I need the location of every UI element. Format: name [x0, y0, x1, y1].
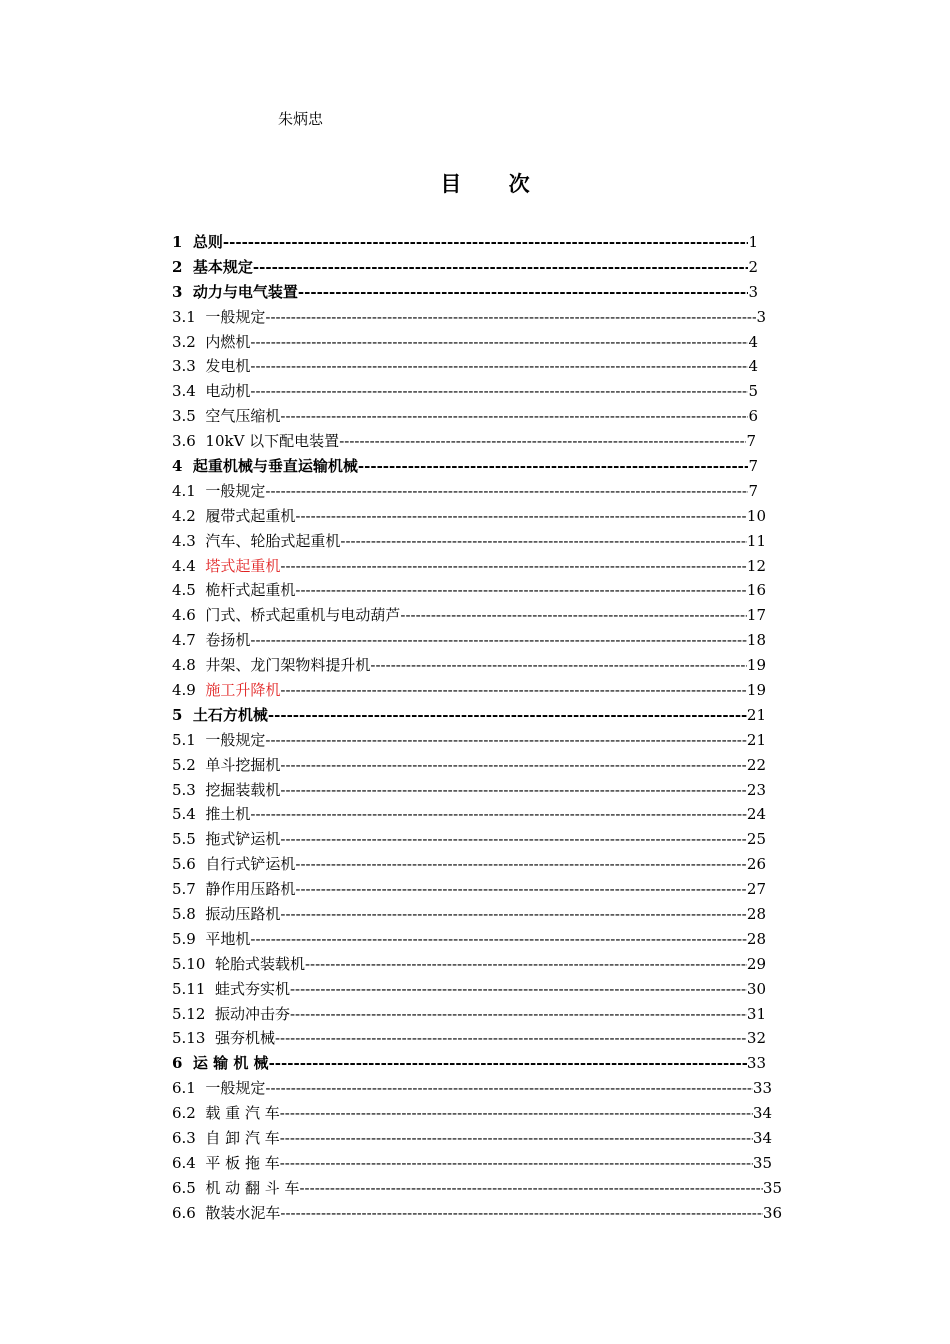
toc-entry-title	[172, 952, 305, 977]
toc-entry-title	[172, 1101, 280, 1126]
toc-leader	[280, 554, 746, 579]
toc-page-number: 21	[746, 705, 766, 724]
toc-entry-number: 5.8	[172, 905, 196, 924]
toc-entry-number: 3.3	[172, 357, 196, 376]
toc-entry-title	[172, 902, 280, 927]
toc-leader	[268, 703, 747, 728]
toc-entry-title	[172, 628, 250, 653]
toc-leader	[370, 653, 746, 678]
toc-page-number: 23	[746, 780, 766, 799]
toc-leader	[250, 354, 748, 379]
toc-leader	[280, 827, 746, 852]
toc-page-number: 16	[746, 581, 766, 600]
toc-entry[interactable]	[172, 305, 766, 330]
toc-entry[interactable]	[172, 529, 766, 554]
toc-entry-label: 履带式起重机	[205, 506, 296, 525]
toc-entry-title	[172, 1151, 280, 1176]
toc-entry-title	[172, 653, 370, 678]
toc-page-number: 1	[748, 232, 758, 251]
toc-page-number: 34	[752, 1104, 772, 1123]
toc-entry-number: 3.2	[172, 332, 196, 351]
toc-entry[interactable]	[172, 1051, 766, 1076]
toc-entry-label: 一般规定	[205, 481, 266, 500]
toc-entry-label: 动力与电气装置	[192, 282, 298, 301]
toc-page-number: 22	[746, 755, 766, 774]
toc-entry[interactable]	[172, 952, 766, 977]
toc-page-number: 7	[748, 457, 758, 475]
toc-leader	[280, 1126, 753, 1151]
toc-page-number: 19	[746, 681, 766, 700]
toc-page-number: 29	[746, 954, 766, 973]
toc-entry-label: 卷扬机	[205, 631, 251, 650]
toc-page-number: 2	[748, 257, 758, 276]
toc-entry-number: 4.5	[172, 581, 196, 600]
toc-entry-label: 运 输 机 械	[192, 1054, 269, 1073]
toc-entry-number: 4.9	[172, 681, 196, 700]
toc-entry-label: 强夯机械	[214, 1029, 275, 1048]
toc-entry-label: 平 板 拖 车	[205, 1153, 280, 1172]
toc-entry[interactable]	[172, 1151, 772, 1176]
toc-page-number: 24	[746, 805, 766, 824]
toc-page-number: 21	[746, 730, 766, 749]
toc-entry-title	[172, 529, 340, 554]
toc-page-number: 3	[748, 282, 758, 301]
toc-entry-label: 塔式起重机	[205, 556, 281, 575]
toc-entry-title	[172, 354, 250, 379]
toc-page-number: 5	[748, 382, 758, 401]
toc-entry[interactable]	[172, 330, 758, 355]
toc-leader	[290, 977, 747, 1002]
toc-leader	[295, 504, 746, 529]
toc-page-number: 26	[746, 855, 766, 874]
toc-entry[interactable]	[172, 628, 766, 653]
toc-entry-number: 4.1	[172, 481, 196, 500]
toc-entry[interactable]	[172, 852, 766, 877]
toc-entry-title	[172, 802, 250, 827]
toc-entry-title	[172, 280, 298, 305]
toc-entry-title	[172, 578, 295, 603]
toc-entry-label: 机 动 翻 斗 车	[205, 1178, 300, 1197]
table-of-contents	[172, 230, 792, 1226]
toc-leader	[299, 1176, 762, 1201]
toc-entry-number: 3.4	[172, 382, 196, 401]
toc-page-number: 35	[762, 1178, 782, 1197]
author-name: 朱炳忠	[278, 110, 324, 128]
toc-page-number: 10	[746, 506, 766, 525]
toc-entry-title	[172, 1076, 265, 1101]
toc-entry[interactable]	[172, 1002, 766, 1027]
toc-entry-label: 门式、桥式起重机与电动葫芦	[205, 606, 401, 625]
toc-entry-title	[172, 379, 250, 404]
toc-entry[interactable]	[172, 778, 766, 803]
toc-leader	[223, 230, 749, 255]
toc-entry-label: 振动冲击夯	[214, 1004, 290, 1023]
toc-entry-number: 5.6	[172, 855, 196, 874]
toc-entry-title	[172, 728, 265, 753]
toc-entry-number: 6.3	[172, 1129, 196, 1148]
toc-entry-number: 5.5	[172, 830, 196, 849]
toc-entry-number: 4.6	[172, 606, 196, 625]
toc-entry-label: 基本规定	[192, 257, 253, 276]
toc-entry-number: 5.7	[172, 880, 196, 899]
toc-page-number: 12	[746, 556, 766, 575]
toc-entry[interactable]	[172, 1027, 766, 1052]
toc-entry[interactable]	[172, 479, 758, 504]
toc-entry-label: 桅杆式起重机	[205, 581, 296, 600]
toc-entry-label: 静作用压路机	[205, 880, 296, 899]
toc-page-number: 33	[752, 1079, 772, 1098]
toc-entry-title	[172, 778, 280, 803]
toc-leader	[250, 379, 748, 404]
toc-entry-title	[172, 753, 280, 778]
toc-leader	[280, 1201, 762, 1226]
toc-entry-number: 4.4	[172, 556, 196, 575]
toc-entry-label: 平地机	[205, 929, 251, 948]
toc-entry-title	[172, 703, 268, 728]
toc-leader	[250, 927, 746, 952]
toc-leader	[290, 1002, 747, 1027]
toc-entry[interactable]	[172, 429, 756, 454]
toc-entry-number: 6.4	[172, 1153, 196, 1172]
toc-page-number: 7	[748, 481, 758, 500]
toc-page-number: 19	[746, 656, 766, 675]
toc-entry-number: 6.6	[172, 1203, 196, 1222]
toc-entry-title	[172, 429, 339, 454]
toc-leader	[250, 330, 748, 355]
toc-entry[interactable]	[172, 728, 766, 753]
toc-entry-number: 4.2	[172, 506, 196, 525]
toc-entry[interactable]	[172, 678, 766, 703]
toc-entry-label: 自 卸 汽 车	[205, 1129, 280, 1148]
toc-leader	[295, 877, 746, 902]
toc-entry-title	[172, 1002, 290, 1027]
toc-entry-title	[172, 454, 358, 479]
toc-entry-title	[172, 1201, 280, 1226]
toc-entry-title	[172, 678, 280, 703]
toc-entry-title	[172, 927, 250, 952]
toc-entry-number: 5.9	[172, 929, 196, 948]
toc-leader	[265, 305, 756, 330]
toc-page-number: 7	[746, 432, 756, 451]
toc-leader	[265, 728, 746, 753]
toc-entry-label: 单斗挖掘机	[205, 755, 281, 774]
toc-entry-number: 5.1	[172, 730, 196, 749]
toc-page-number: 4	[748, 332, 758, 351]
toc-entry-number: 3	[172, 282, 183, 301]
toc-entry-number: 4	[172, 457, 183, 475]
toc-entry-number: 4.7	[172, 631, 196, 650]
toc-entry-title	[172, 554, 280, 579]
toc-leader	[400, 603, 746, 628]
toc-page-number: 25	[746, 830, 766, 849]
toc-page-number: 28	[746, 905, 766, 924]
toc-entry-label: 一般规定	[205, 1079, 266, 1098]
toc-entry-title	[172, 1051, 269, 1076]
toc-entry-label: 推土机	[205, 805, 251, 824]
toc-entry-label: 井架、龙门架物料提升机	[205, 656, 371, 675]
toc-leader	[358, 454, 749, 479]
toc-entry-label: 蛙式夯实机	[214, 979, 290, 998]
toc-page-number: 11	[746, 531, 766, 550]
toc-entry[interactable]	[172, 603, 766, 628]
toc-entry-title	[172, 255, 253, 280]
toc-leader	[280, 778, 746, 803]
toc-leader	[280, 902, 746, 927]
toc-entry[interactable]	[172, 653, 766, 678]
toc-entry-label: 电动机	[205, 382, 251, 401]
toc-leader	[340, 529, 746, 554]
toc-entry-number: 6.2	[172, 1104, 196, 1123]
toc-leader	[253, 255, 749, 280]
toc-entry-label: 散装水泥车	[205, 1203, 281, 1222]
toc-leader	[339, 429, 746, 454]
toc-entry-number: 3.6	[172, 432, 196, 451]
toc-leader	[280, 753, 746, 778]
toc-entry-title	[172, 852, 295, 877]
toc-entry[interactable]	[172, 802, 766, 827]
toc-page-number: 31	[746, 1004, 766, 1023]
toc-page-number: 30	[746, 979, 766, 998]
toc-entry-number: 5.4	[172, 805, 196, 824]
toc-entry[interactable]	[172, 230, 758, 255]
toc-page-number: 34	[752, 1129, 772, 1148]
toc-leader	[269, 1051, 747, 1076]
toc-leader	[280, 1151, 753, 1176]
toc-entry[interactable]	[172, 877, 766, 902]
toc-entry-number: 6.5	[172, 1178, 196, 1197]
toc-entry-number: 5	[172, 705, 183, 724]
toc-entry[interactable]	[172, 1101, 772, 1126]
toc-entry[interactable]	[172, 902, 766, 927]
toc-entry-title	[172, 230, 223, 255]
toc-entry[interactable]	[172, 927, 766, 952]
toc-leader	[280, 404, 748, 429]
toc-entry-label: 10kV 以下配电装置	[205, 432, 340, 451]
toc-entry[interactable]	[172, 379, 758, 404]
toc-entry-label: 载 重 汽 车	[205, 1104, 280, 1123]
toc-entry-number: 4.8	[172, 656, 196, 675]
toc-entry[interactable]	[172, 554, 766, 579]
toc-page-number: 18	[746, 631, 766, 650]
toc-entry-label: 一般规定	[205, 307, 266, 326]
toc-entry[interactable]	[172, 280, 758, 305]
toc-entry-title	[172, 504, 295, 529]
toc-page-number: 33	[746, 1054, 766, 1073]
toc-entry-number: 4.3	[172, 531, 196, 550]
toc-entry-label: 总则	[192, 232, 223, 251]
toc-entry-number: 6	[172, 1054, 183, 1073]
toc-leader	[265, 1076, 752, 1101]
toc-page-number: 28	[746, 929, 766, 948]
toc-leader	[250, 802, 746, 827]
toc-entry-number: 5.2	[172, 755, 196, 774]
toc-entry-title	[172, 603, 400, 628]
toc-entry-number: 5.12	[172, 1004, 206, 1023]
toc-entry-label: 施工升降机	[205, 681, 281, 700]
toc-entry[interactable]	[172, 504, 766, 529]
toc-entry-title	[172, 479, 265, 504]
toc-entry-label: 起重机械与垂直运输机械	[192, 457, 358, 475]
toc-entry-number: 5.11	[172, 979, 206, 998]
toc-entry-label: 自行式铲运机	[205, 855, 296, 874]
toc-entry[interactable]	[172, 1076, 772, 1101]
toc-entry[interactable]	[172, 1126, 772, 1151]
toc-entry-title	[172, 305, 265, 330]
toc-page-number: 36	[762, 1203, 782, 1222]
toc-page-number: 35	[752, 1153, 772, 1172]
toc-entry-label: 一般规定	[205, 730, 266, 749]
toc-page-number: 6	[748, 407, 758, 426]
toc-entry-title	[172, 1126, 280, 1151]
toc-entry-number: 3.1	[172, 307, 196, 326]
toc-entry[interactable]	[172, 578, 766, 603]
toc-entry[interactable]	[172, 1176, 782, 1201]
toc-entry-label: 土石方机械	[192, 705, 268, 724]
toc-page-number: 4	[748, 357, 758, 376]
toc-leader	[280, 678, 746, 703]
toc-entry-number: 6.1	[172, 1079, 196, 1098]
toc-page-number: 17	[746, 606, 766, 625]
toc-entry-number: 3.5	[172, 407, 196, 426]
toc-entry[interactable]	[172, 827, 766, 852]
toc-entry-title	[172, 977, 290, 1002]
toc-entry-label: 拖式铲运机	[205, 830, 281, 849]
toc-entry[interactable]	[172, 753, 766, 778]
toc-entry[interactable]	[172, 404, 758, 429]
toc-leader	[265, 479, 748, 504]
toc-leader	[298, 280, 749, 305]
toc-entry-title	[172, 404, 280, 429]
toc-entry-label: 轮胎式装载机	[214, 954, 305, 973]
toc-entry-number: 5.10	[172, 954, 206, 973]
toc-entry[interactable]	[172, 1201, 782, 1226]
toc-leader	[275, 1026, 747, 1051]
toc-entry-number: 2	[172, 257, 183, 276]
toc-entry-label: 挖掘装载机	[205, 780, 281, 799]
toc-entry[interactable]	[172, 354, 758, 379]
toc-entry[interactable]	[172, 255, 758, 280]
toc-entry-number: 5.13	[172, 1029, 206, 1048]
toc-leader	[280, 1101, 753, 1126]
toc-entry-label: 汽车、轮胎式起重机	[205, 531, 341, 550]
toc-entry[interactable]	[172, 977, 766, 1002]
page-title: 目 次	[440, 171, 550, 196]
toc-entry-title	[172, 827, 280, 852]
toc-entry-label: 内燃机	[205, 332, 251, 351]
toc-entry-title	[172, 877, 295, 902]
toc-entry-label: 振动压路机	[205, 905, 281, 924]
toc-entry-title	[172, 1026, 275, 1051]
toc-leader	[305, 952, 747, 977]
toc-leader	[295, 852, 746, 877]
toc-entry-title	[172, 1176, 299, 1201]
toc-leader	[250, 628, 746, 653]
toc-page-number: 3	[756, 307, 766, 326]
toc-entry[interactable]	[172, 703, 766, 728]
toc-entry-title	[172, 330, 250, 355]
toc-page-number: 27	[746, 880, 766, 899]
toc-entry-label: 发电机	[205, 357, 251, 376]
toc-entry-number: 5.3	[172, 780, 196, 799]
toc-leader	[295, 578, 746, 603]
toc-page-number: 32	[746, 1029, 766, 1048]
toc-entry-number: 1	[172, 232, 183, 251]
toc-entry[interactable]	[172, 454, 758, 479]
toc-entry-label: 空气压缩机	[205, 407, 281, 426]
